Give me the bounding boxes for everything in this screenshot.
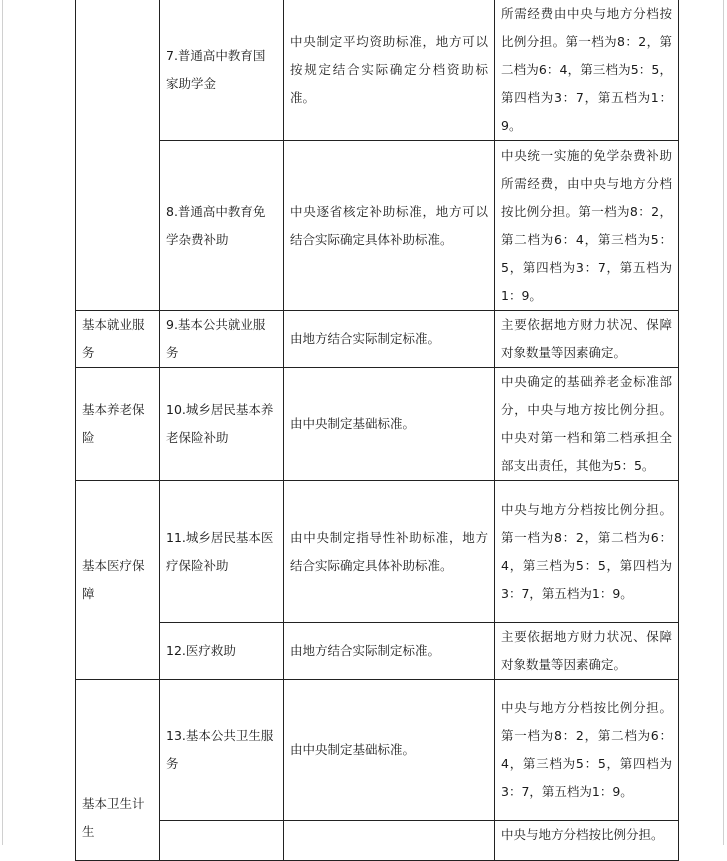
page-border-left xyxy=(2,0,3,845)
expenditure-responsibility-table xyxy=(75,0,679,861)
page-border-right xyxy=(723,0,724,845)
sharing-cell: 主要依据地方财力状况、保障对象数量等因素确定。 xyxy=(495,623,679,680)
table-row xyxy=(76,821,679,861)
table-row xyxy=(76,680,679,821)
category-cell: 基本养老保险 xyxy=(76,368,160,481)
table-row xyxy=(76,481,679,623)
sharing-cell: 主要依据地方财力状况、保障对象数量等因素确定。 xyxy=(495,311,679,368)
standard-cell: 由中央制定基础标准。 xyxy=(284,680,495,821)
item-cell: 12.医疗救助 xyxy=(160,623,284,680)
item-cell: 7.普通高中教育国家助学金 xyxy=(160,0,284,141)
sharing-cell: 中央与地方分档按比例分担。 xyxy=(495,821,679,861)
standard-cell: 由中央制定指导性补助标准，地方结合实际确定具体补助标准。 xyxy=(284,481,495,623)
standard-cell: 由中央制定基础标准。 xyxy=(284,368,495,481)
item-cell: 13.基本公共卫生服务 xyxy=(160,680,284,821)
table-row xyxy=(76,141,679,311)
table-row xyxy=(76,0,679,141)
category-cell: 基本医疗保障 xyxy=(76,481,160,680)
category-cell: 基本就业服务 xyxy=(76,311,160,368)
item-cell: 8.普通高中教育免学杂费补助 xyxy=(160,141,284,311)
standard-cell: 中央逐省核定补助标准，地方可以结合实际确定具体补助标准。 xyxy=(284,141,495,311)
item-cell xyxy=(160,821,284,861)
sharing-cell: 中央统一实施的免学杂费补助所需经费，由中央与地方分档按比例分担。第一档为8：2，第二档为6：4，第三档为5：5，第四档为3：7，第五档为1：9。 xyxy=(495,141,679,311)
category-cell xyxy=(76,0,160,311)
table-row xyxy=(76,368,679,481)
standard-cell: 由地方结合实际制定标准。 xyxy=(284,623,495,680)
sharing-cell: 所需经费由中央与地方分档按比例分担。第一档为8：2，第二档为6：4，第三档为5：5，第四档为3：7，第五档为1：9。 xyxy=(495,0,679,141)
sharing-cell: 中央与地方分档按比例分担。第一档为8：2，第二档为6：4，第三档为5：5，第四档为3：7，第五档为1：9。 xyxy=(495,680,679,821)
item-cell: 9.基本公共就业服务 xyxy=(160,311,284,368)
item-cell: 10.城乡居民基本养老保险补助 xyxy=(160,368,284,481)
table-row xyxy=(76,311,679,368)
sharing-cell: 中央与地方分档按比例分担。第一档为8：2，第二档为6：4，第三档为5：5，第四档为3：7，第五档为1：9。 xyxy=(495,481,679,623)
item-cell: 11.城乡居民基本医疗保险补助 xyxy=(160,481,284,623)
standard-cell xyxy=(284,821,495,861)
standard-cell: 中央制定平均资助标准，地方可以按规定结合实际确定分档资助标准。 xyxy=(284,0,495,141)
table-row xyxy=(76,623,679,680)
standard-cell: 由地方结合实际制定标准。 xyxy=(284,311,495,368)
category-cell: 基本卫生计生 xyxy=(76,680,160,861)
sharing-cell: 中央确定的基础养老金标准部分，中央与地方按比例分担。中央对第一档和第二档承担全部支出责任，其他为5：5。 xyxy=(495,368,679,481)
